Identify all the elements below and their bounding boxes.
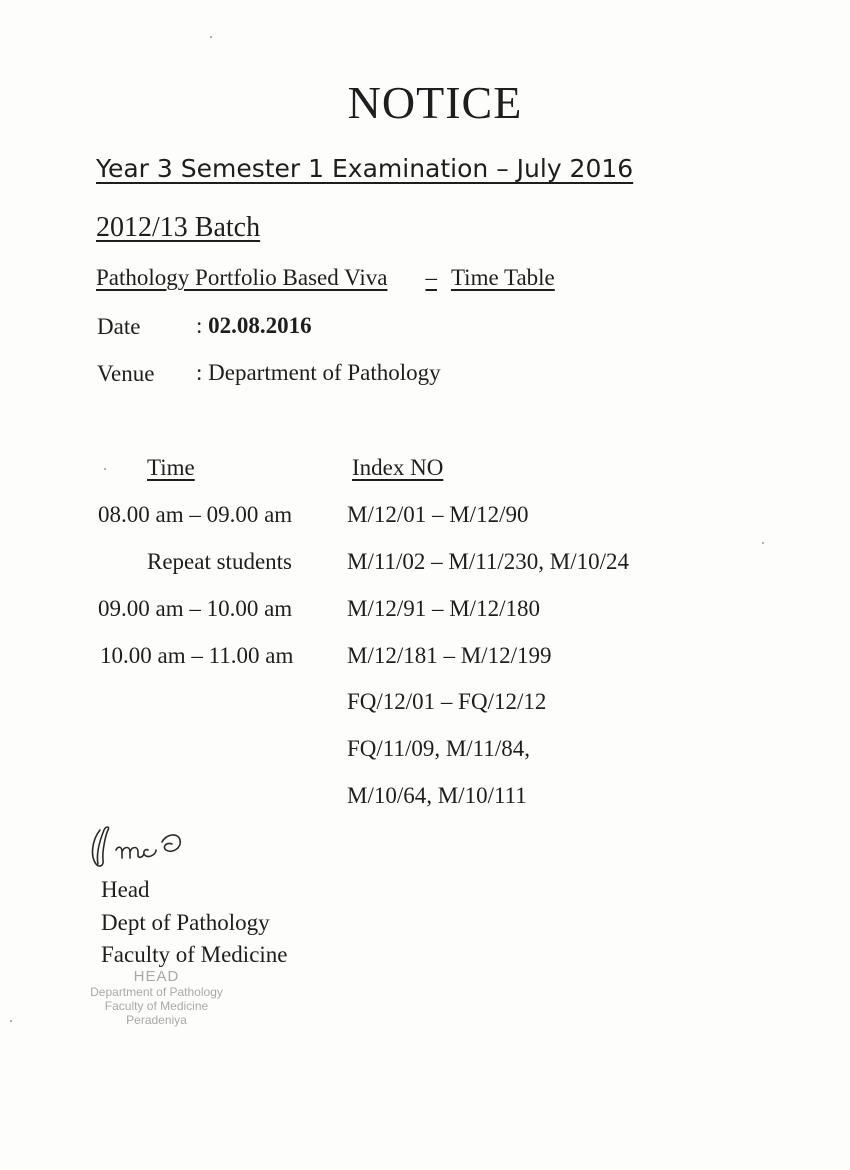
index-column-header: Index NO	[352, 455, 444, 480]
viva-suffix: Time Table	[450, 265, 555, 290]
signatory-title: Head	[101, 877, 150, 902]
signatory-department: Dept of Pathology	[101, 910, 270, 935]
venue-label: Venue	[97, 361, 155, 386]
exam-subtitle: Year 3 Semester 1 Examination – July 2016	[96, 154, 634, 183]
schedule-row-4-time: 10.00 am – 11.00 am	[100, 643, 294, 668]
stamp-line-3: Faculty of Medicine	[104, 999, 209, 1013]
viva-heading	[96, 265, 555, 291]
official-stamp	[74, 968, 239, 1027]
scan-speck	[210, 36, 212, 38]
schedule-row-3-time: 09.00 am – 10.00 am	[98, 596, 293, 621]
batch-heading: 2012/13 Batch	[96, 212, 261, 243]
viva-separator: –	[425, 265, 437, 290]
signatory-faculty: Faculty of Medicine	[101, 942, 288, 967]
schedule-row-4-index: M/12/181 – M/12/199	[347, 643, 552, 668]
schedule-row-3-index: M/12/91 – M/12/180	[347, 596, 540, 621]
schedule-row-1-time: 08.00 am – 09.00 am	[98, 502, 293, 527]
venue-value: : Department of Pathology	[196, 360, 441, 385]
date-colon: :	[196, 313, 203, 338]
time-column-header: Time	[147, 455, 195, 480]
signature-mark	[86, 820, 196, 872]
scan-speck	[104, 468, 106, 470]
schedule-row-6-index: FQ/11/09, M/11/84,	[347, 736, 530, 761]
schedule-row-7-index: M/10/64, M/10/111	[347, 783, 527, 808]
viva-title: Pathology Portfolio Based Viva – Time Table	[96, 265, 555, 290]
schedule-row-2-time: Repeat students	[147, 549, 292, 574]
stamp-line-4: Peradeniya	[126, 1013, 187, 1027]
date-label: Date	[97, 314, 141, 339]
schedule-row-5-index: FQ/12/01 – FQ/12/12	[347, 689, 547, 714]
date-value-line	[196, 313, 312, 339]
schedule-row-2-index: M/11/02 – M/11/230, M/10/24	[347, 549, 629, 574]
stamp-line-2: Department of Pathology	[90, 985, 223, 999]
scan-speck	[762, 542, 764, 544]
date-value: 02.08.2016	[208, 313, 312, 338]
scan-speck	[10, 1020, 12, 1022]
schedule-row-1-index: M/12/01 – M/12/90	[347, 502, 529, 527]
notice-title: NOTICE	[347, 77, 523, 128]
stamp-line-1: HEAD	[133, 968, 180, 985]
